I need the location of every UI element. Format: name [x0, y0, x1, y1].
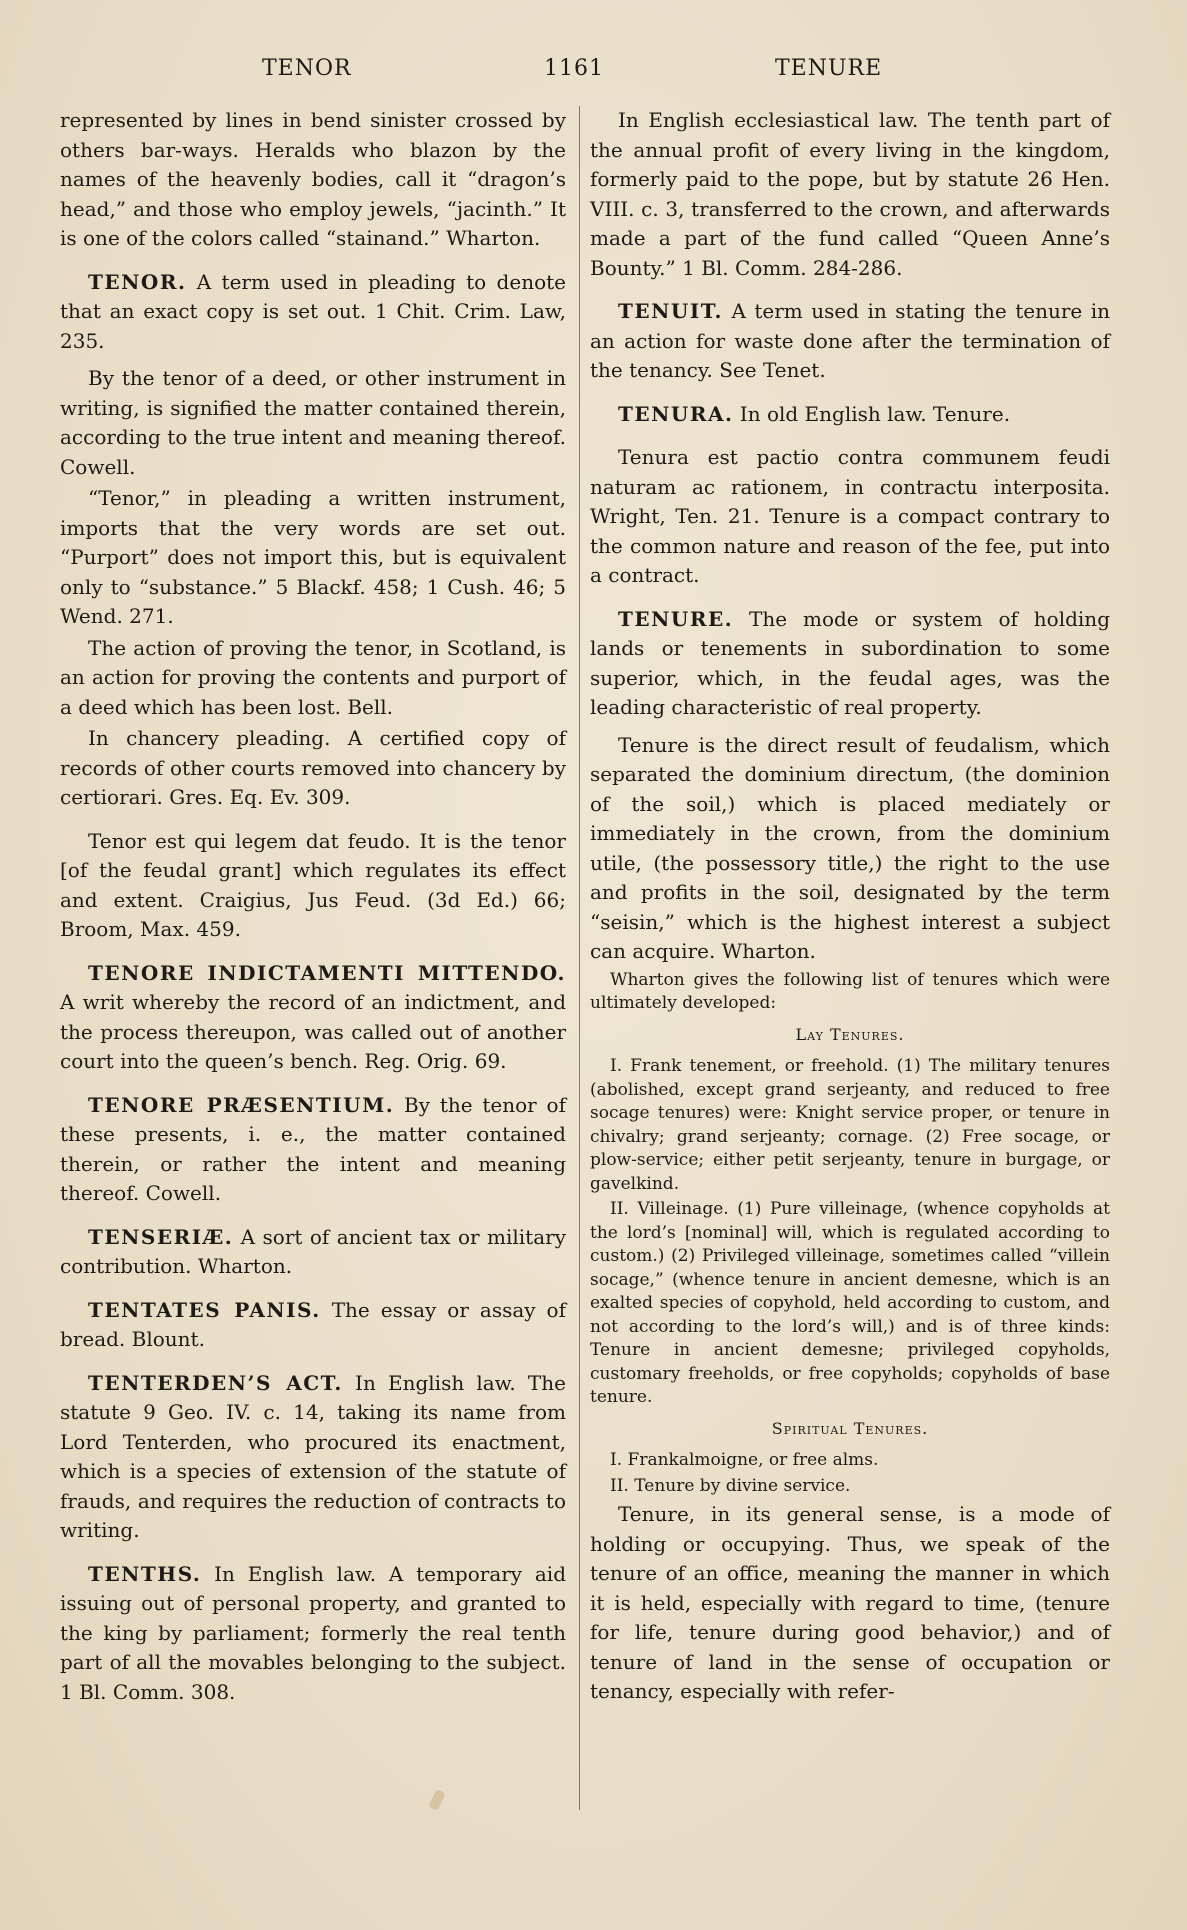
running-head-right: TENURE — [775, 56, 883, 81]
dictionary-entry — [60, 1223, 566, 1282]
entry-headword: TENTATES PANIS. — [88, 1297, 321, 1322]
paragraph: Tenure, in its general sense, is a mode of holding or occupying. Thus, we speak of the tenure of an office, meaning the manner in which it is held, especially with regard to time, (tenure for life, tenure during good behavior,) and of tenure of land in the sense of occupation or tenancy, especially with refer- — [590, 1502, 1110, 1703]
entry-headword: TENOR. — [88, 269, 187, 294]
dictionary-entry — [60, 1296, 566, 1355]
right-column — [590, 106, 1110, 1709]
entry-text: In English law. A temporary aid issuing out of personal property, and granted to the king by parliament; formerly the real tenth part of all the movables belonging to the subject. 1 Bl. Comm. 308. — [60, 1561, 566, 1704]
column-divider — [579, 106, 580, 1810]
small-print-paragraph: II. Villeinage. (1) Pure villeinage, (whence copyholds at the lord’s [nominal] will, which is regulated according to custom.) (2) Privileged villeinage, sometimes called “villein socage,” (whence tenure in ancient demesne, which is an exalted species of copyhold, held according to custom, and not according to the lord’s will,) and is of three kinds: Tenure in ancient demesne; privileged copyholds, customary freeholds, or free copyholds; copyholds of base tenure. — [590, 1199, 1110, 1407]
entry-text: A term used in pleading to denote that an exact copy is set out. 1 Chit. Crim. Law, 235. — [60, 269, 566, 353]
dictionary-entry — [590, 297, 1110, 386]
small-print-paragraph: II. Tenure by divine service. — [610, 1475, 851, 1496]
entry-text: A writ whereby the record of an indictment, and the process thereupon, was called out of another court into the queen’s bench. Reg. Orig. 69. — [60, 990, 566, 1073]
entry-text: In English law. The statute 9 Geo. IV. c. 14, taking its name from Lord Tenterden, who procured its enactment, which is a species of extension of the statute of frauds, and requires the reduction of contracts to writing. — [60, 1370, 566, 1542]
paragraph: “Tenor,” in pleading a written instrument, imports that the very words are set out. “Purport” does not import this, but is equivalent only to “substance.” 5 Blackf. 458; 1 Cush. 46; 5 Wend. 271. — [60, 486, 566, 628]
entry-text: By the tenor of these presents, i. e., the matter contained therein, or rather the intent and meaning thereof. Cowell. — [60, 1092, 566, 1205]
entry-headword: TENORE PRÆSENTIUM. — [88, 1092, 395, 1117]
entry-headword: TENTERDEN’S ACT. — [88, 1370, 343, 1395]
small-print-paragraph: I. Frankalmoigne, or free alms. — [610, 1450, 879, 1470]
entry-headword: TENORE INDICTAMENTI MITTENDO. — [88, 960, 566, 985]
entry-text: Tenor est qui legem dat feudo. It is the tenor [of the feudal grant] which regulates its effect and extent. Craigius, Jus Feud. (3d Ed.) 66; Broom, Max. 459. — [60, 828, 566, 941]
subsection-heading: Spiritual Tenures. — [771, 1418, 929, 1438]
dictionary-entry — [60, 827, 566, 945]
paragraph: In English ecclesiastical law. The tenth part of the annual profit of every living in the kingdom, formerly paid to the pope, but by statute 26 Hen. VIII. c. 3, transferred to the crown, and afterwards made a part of the fund called “Queen Anne’s Bounty.” 1 Bl. Comm. 284-286. — [590, 108, 1110, 280]
left-column — [60, 106, 566, 1715]
subsection-heading: Lay Tenures. — [795, 1024, 905, 1044]
entry-headword: TENURE. — [618, 606, 734, 631]
paragraph: In chancery pleading. A certified copy of records of other courts removed into chancery by certiorari. Gres. Eq. Ev. 309. — [60, 726, 566, 809]
dictionary-entry — [60, 1560, 566, 1708]
continued-paragraph: represented by lines in bend sinister crossed by others bar-ways. Heralds who blazon by the names of the heavenly bodies, call it “dragon’s head,” and those who employ jewels, “jacinth.” It is one of the colors called “stainand.” Wharton. — [60, 108, 566, 250]
entry-headword: TENTHS. — [88, 1561, 202, 1586]
entry-text: A term used in stating the tenure in an action for waste done after the termination of the tenancy. See Tenet. — [590, 299, 1110, 382]
running-head-left: TENOR — [262, 56, 352, 81]
dictionary-entry — [590, 400, 1110, 430]
paper-stain — [428, 1789, 446, 1811]
dictionary-entry — [590, 443, 1110, 591]
dictionary-entry — [60, 1369, 566, 1546]
dictionary-entry — [590, 605, 1110, 723]
entry-text: The mode or system of holding lands or tenements in subordination to some superior, which, in the feudal ages, was the leading characteristic of real property. — [590, 606, 1110, 719]
entry-headword: TENSERIÆ. — [88, 1224, 234, 1249]
entry-text: A sort of ancient tax or military contribution. Wharton. — [60, 1224, 566, 1278]
paragraph: Tenure is the direct result of feudalism, which separated the dominium directum, (the dominion of the soil,) which is placed mediately or immediately in the crown, from the dominium utile, (the possessory title,) the right to the use and profits in the soil, designated by the term “seisin,” which is the highest interest a subject can acquire. Wharton. — [590, 732, 1110, 963]
page-number: 1161 — [544, 56, 604, 81]
dictionary-entry — [60, 1091, 566, 1209]
entry-text: Tenura est pactio contra communem feudi naturam ac rationem, in contractu interposita. Wright, Ten. 21. Tenure is a compact contrary to the common nature and reason of the fee, put into a contract. — [590, 445, 1110, 587]
entry-headword: TENUIT. — [618, 299, 723, 323]
entry-text: The essay or assay of bread. Blount. — [60, 1297, 566, 1351]
dictionary-entry — [60, 959, 566, 1077]
small-print-paragraph: Wharton gives the following list of tenures which were ultimately developed: — [590, 969, 1110, 1013]
entry-text: In old English law. Tenure. — [733, 401, 1011, 426]
dictionary-entry — [60, 268, 566, 357]
small-print-paragraph: I. Frank tenement, or freehold. (1) The military tenures (abolished, except grand serjeanty, and reduced to free socage tenures) were: Knight service proper, or tenure in chivalry; grand serjeanty; cornage. (2) Free socage, or plow-service; either petit serjeanty, tenure in burgage, or gavelkind. — [590, 1056, 1110, 1194]
paragraph: The action of proving the tenor, in Scotland, is an action for proving the contents and purport of a deed which has been lost. Bell. — [60, 635, 566, 719]
paragraph: By the tenor of a deed, or other instrument in writing, is signified the matter contained therein, according to the true intent and meaning thereof. Cowell. — [60, 366, 566, 479]
entry-headword: TENURA. — [618, 401, 734, 426]
